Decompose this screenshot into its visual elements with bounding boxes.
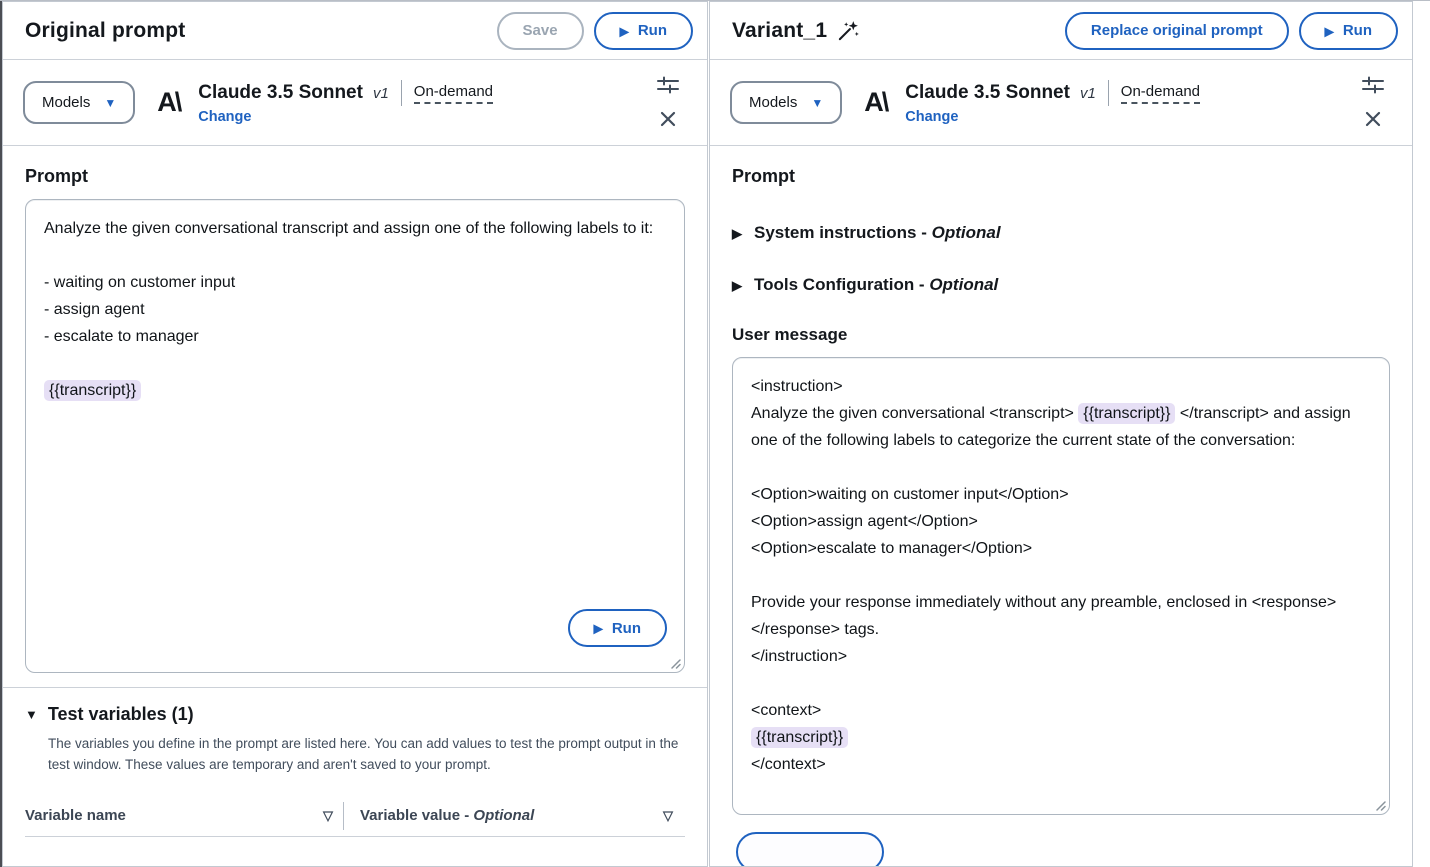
models-dropdown[interactable]: Models ▼ [23,81,135,124]
replace-original-prompt-button[interactable]: Replace original prompt [1065,12,1289,50]
test-variables-heading: Test variables (1) [47,704,194,724]
change-model-link[interactable]: Change [905,109,959,125]
change-model-link[interactable]: Change [198,109,252,125]
inference-settings-icon[interactable] [657,76,679,94]
caret-down-icon: ▼ [104,95,117,110]
divider [401,80,402,106]
test-variables-description: The variables you define in the prompt are listed here. You can add values to test the prompt output in the test window. These values are temporary and aren't saved to your prompt. [48,736,679,772]
variant-panel [709,1,1413,867]
close-icon[interactable] [1363,109,1383,129]
model-name: Claude 3.5 Sonnet [198,82,363,103]
variant-panel-body [710,146,1412,867]
top-border [0,0,1430,1]
sort-icon[interactable]: ▽ [323,807,333,823]
original-panel-header [3,2,707,60]
inference-settings-icon[interactable] [1362,76,1384,94]
play-icon: ▶ [593,621,603,636]
tools-configuration-toggle[interactable]: ▶ Tools Configuration - Optional [732,275,999,294]
resize-handle-icon[interactable] [1373,798,1386,811]
caret-right-icon: ▶ [732,225,742,241]
test-variables-section [3,688,707,837]
panel-title: Original prompt [25,18,186,42]
header-actions [497,12,693,50]
throughput-mode[interactable]: On-demand [1121,83,1200,104]
prompt-variable-highlight: {{transcript}} [1078,403,1175,424]
prompt-variable-highlight: {{transcript}} [44,380,141,401]
throughput-mode[interactable]: On-demand [414,83,493,104]
model-row-icons [657,76,691,129]
cut-off-action-button[interactable] [736,832,884,867]
prompt-heading: Prompt [732,166,795,186]
play-icon: ▶ [1324,24,1334,38]
run-button[interactable]: ▶ Run [594,12,693,50]
header-actions [1065,12,1398,50]
prompt-editor-wrap [25,199,685,673]
sort-icon[interactable]: ▽ [663,807,673,823]
editor-run-button[interactable]: ▶ Run [568,609,667,647]
window-edge [0,0,2,867]
model-row-icons [1362,76,1396,129]
anthropic-logo: A\ [157,87,181,117]
original-prompt-panel [2,1,708,867]
play-icon: ▶ [619,24,629,38]
save-button[interactable]: Save [497,12,584,50]
model-version: v1 [372,84,389,102]
system-instructions-toggle[interactable]: ▶ System instructions - Optional [732,223,1001,242]
run-button[interactable]: ▶ Run [1299,12,1398,50]
model-info [198,80,493,125]
caret-down-icon: ▼ [811,95,824,110]
caret-right-icon: ▶ [732,277,742,293]
panel-title: Variant_1 [732,19,860,43]
prompt-heading: Prompt [25,166,88,186]
prompt-variable-highlight: {{transcript}} [751,727,848,748]
model-info [905,80,1200,125]
original-panel-body [3,146,707,673]
user-message-label: User message [732,325,848,344]
model-selector-row [3,60,707,146]
prompt-editor[interactable]: Analyze the given conversational transcript and assign one of the following labels to it: - waiting on customer input - assign agent - escalate to manager {{transcript}} [25,199,685,673]
user-message-editor[interactable]: <instruction> Analyze the given conversational <transcript> {{transcript}} </transcript> and assign one of the following labels to categorize the current state of the conversation: <Option>waiting on customer input</Option> <Option>assign agent</Option> <Option>escalate to manager</Option> Provide your response immediately without any preamble, enclosed in <response></response> tags. </instruction> <context> {{transcript}} </context> [732,357,1390,815]
column-header-variable-name[interactable]: Variable name ▽ [25,807,333,824]
models-dropdown[interactable]: Models ▼ [730,81,842,124]
resize-handle-icon[interactable] [668,656,681,669]
model-version: v1 [1079,84,1096,102]
variant-panel-header [710,2,1412,60]
magic-wand-icon [837,19,860,42]
close-icon[interactable] [658,109,678,129]
anthropic-logo: A\ [864,87,888,117]
test-variables-table-header [25,795,685,837]
divider [1108,80,1109,106]
collapse-caret-icon[interactable]: ▼ [25,707,38,722]
column-header-variable-value[interactable]: Variable value - Optional ▽ [360,807,673,824]
user-message-editor-wrap [732,357,1390,815]
model-selector-row [710,60,1412,146]
model-name: Claude 3.5 Sonnet [905,82,1070,103]
